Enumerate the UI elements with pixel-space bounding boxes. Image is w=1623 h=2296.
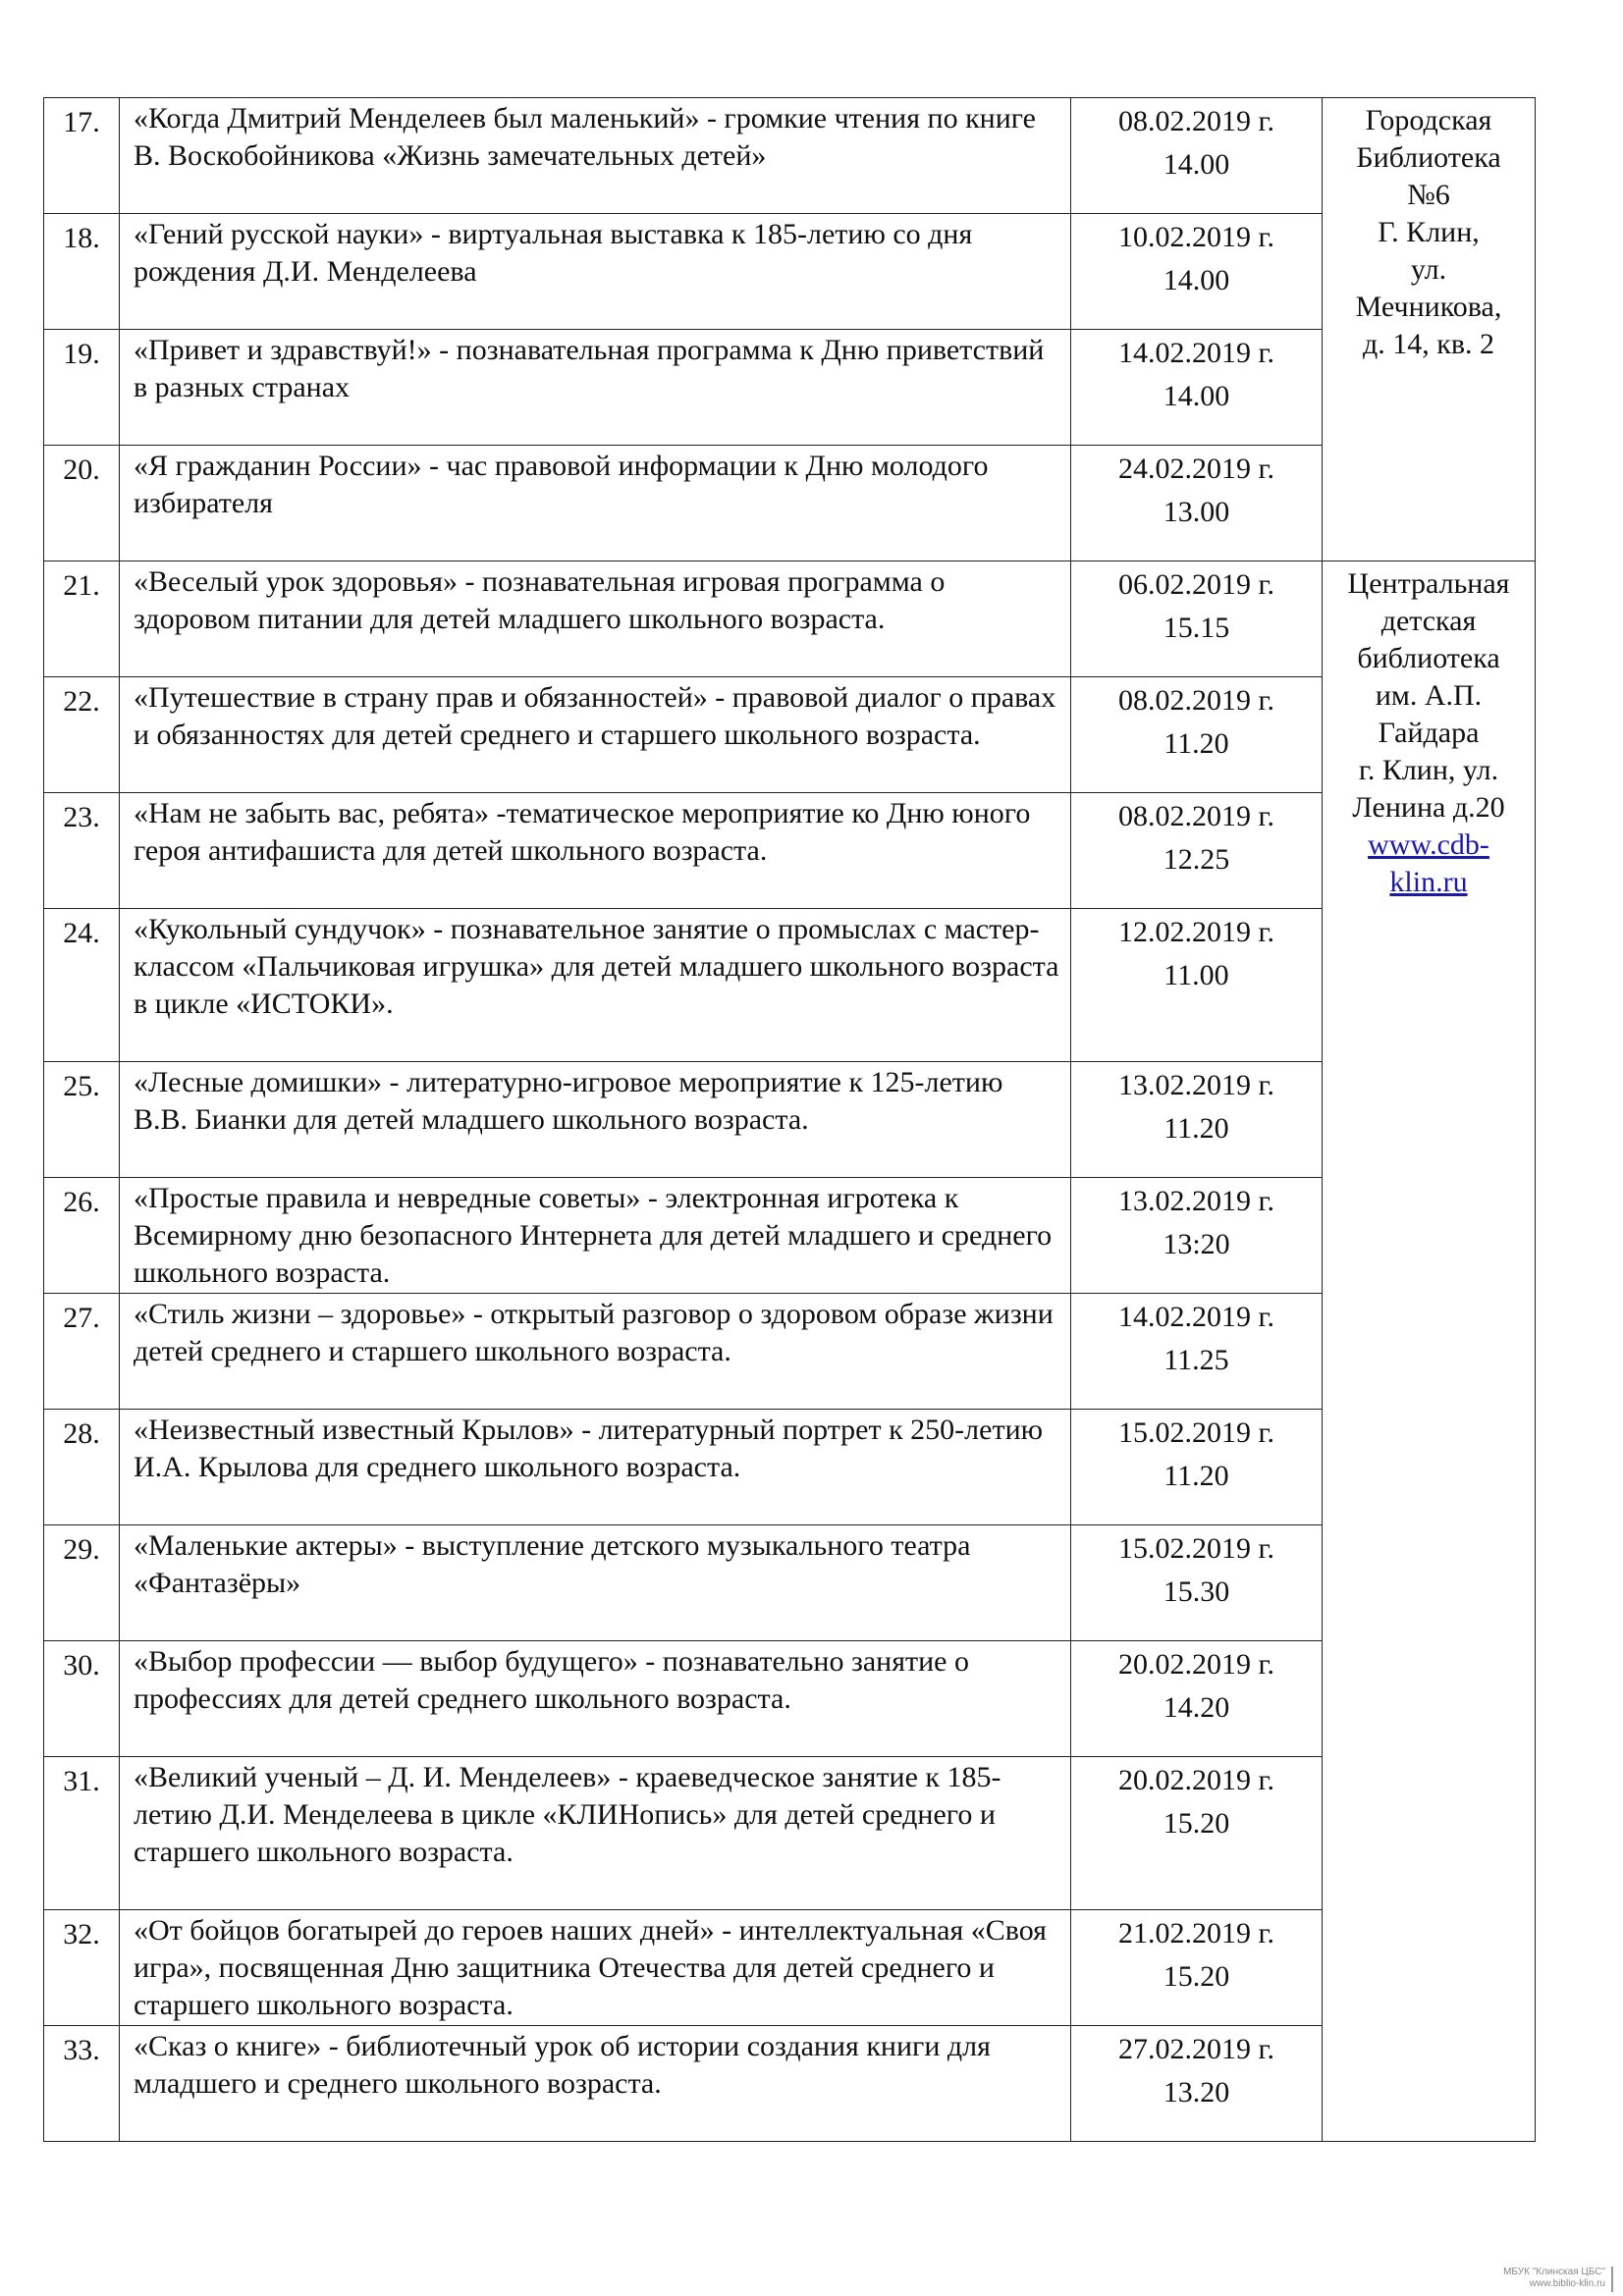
row-number: 29. [44, 1525, 120, 1641]
table-row [44, 330, 1536, 446]
footer-watermark [1503, 2267, 1605, 2290]
table-row [44, 1062, 1536, 1178]
event-datetime: 08.02.2019 г. 12.25 [1071, 793, 1323, 909]
library-website-link[interactable]: www.cdb- klin.ru [1368, 828, 1489, 898]
event-datetime: 20.02.2019 г. 14.20 [1071, 1641, 1323, 1757]
row-number: 19. [44, 330, 120, 446]
event-datetime: 13.02.2019 г. 13:20 [1071, 1178, 1323, 1294]
row-number: 18. [44, 214, 120, 330]
events-table [43, 97, 1536, 2142]
event-datetime: 21.02.2019 г. 15.20 [1071, 1910, 1323, 2026]
row-number: 22. [44, 677, 120, 793]
row-number: 23. [44, 793, 120, 909]
table-row [44, 98, 1536, 214]
table-row [44, 677, 1536, 793]
event-datetime: 14.02.2019 г. 14.00 [1071, 330, 1323, 446]
event-datetime: 06.02.2019 г. 15.15 [1071, 561, 1323, 677]
event-description: «Гений русской науки» - виртуальная выставка к 185-летию со дня рождения Д.И. Менделеева [120, 214, 1071, 330]
table-row [44, 561, 1536, 677]
event-description: «Путешествие в страну прав и обязанностей» - правовой диалог о правах и обязанностях для детей среднего и старшего школьного возраста. [120, 677, 1071, 793]
table-row [44, 793, 1536, 909]
row-number: 25. [44, 1062, 120, 1178]
event-description: «Стиль жизни – здоровье» - открытый разговор о здоровом образе жизни детей среднего и старшего школьного возраста. [120, 1294, 1071, 1410]
row-number: 26. [44, 1178, 120, 1294]
event-description: «Привет и здравствуй!» - познавательная программа к Дню приветствий в разных странах [120, 330, 1071, 446]
row-number: 33. [44, 2026, 120, 2142]
event-datetime: 14.02.2019 г. 11.25 [1071, 1294, 1323, 1410]
event-description: «Лесные домишки» - литературно-игровое мероприятие к 125-летию В.В. Бианки для детей младшего школьного возраста. [120, 1062, 1071, 1178]
event-datetime: 08.02.2019 г. 11.20 [1071, 677, 1323, 793]
event-datetime: 20.02.2019 г. 15.20 [1071, 1757, 1323, 1910]
table-row [44, 1757, 1536, 1910]
table-row [44, 446, 1536, 561]
row-number: 20. [44, 446, 120, 561]
event-description: «Маленькие актеры» - выступление детского музыкального театра «Фантазёры» [120, 1525, 1071, 1641]
row-number: 32. [44, 1910, 120, 2026]
row-number: 27. [44, 1294, 120, 1410]
event-description: «Сказ о книге» - библиотечный урок об истории создания книги для младшего и среднего школьного возраста. [120, 2026, 1071, 2142]
row-number: 24. [44, 909, 120, 1062]
event-description: «Выбор профессии — выбор будущего» - познавательно занятие о профессиях для детей среднего школьного возраста. [120, 1641, 1071, 1757]
event-datetime: 15.02.2019 г. 11.20 [1071, 1410, 1323, 1525]
location-cell: Городская Библиотека №6 Г. Клин, ул. Мечникова, д. 14, кв. 2 [1323, 98, 1536, 561]
table-row [44, 1294, 1536, 1410]
event-description: «Веселый урок здоровья» - познавательная игровая программа о здоровом питании для детей младшего школьного возраста. [120, 561, 1071, 677]
event-description: «Нам не забыть вас, ребята» -тематическое мероприятие ко Дню юного героя антифашиста для детей школьного возраста. [120, 793, 1071, 909]
row-number: 17. [44, 98, 120, 214]
table-row [44, 1410, 1536, 1525]
table-row [44, 1178, 1536, 1294]
event-description: «Великий ученый – Д. И. Менделеев» - краеведческое занятие к 185-летию Д.И. Менделеева в цикле «КЛИНопись» для детей среднего и старшего школьного возраста. [120, 1757, 1071, 1910]
event-description: «От бойцов богатырей до героев наших дней» - интеллектуальная «Своя игра», посвященная Дню защитника Отечества для детей среднего и старшего школьного возраста. [120, 1910, 1071, 2026]
table-row [44, 1910, 1536, 2026]
event-datetime: 27.02.2019 г. 13.20 [1071, 2026, 1323, 2142]
row-number: 21. [44, 561, 120, 677]
row-number: 30. [44, 1641, 120, 1757]
footer-bar [1611, 2267, 1613, 2292]
row-number: 31. [44, 1757, 120, 1910]
event-datetime: 24.02.2019 г. 13.00 [1071, 446, 1323, 561]
event-datetime: 13.02.2019 г. 11.20 [1071, 1062, 1323, 1178]
event-datetime: 08.02.2019 г. 14.00 [1071, 98, 1323, 214]
event-description: «Простые правила и невредные советы» - электронная игротека к Всемирному дню безопасного Интернета для детей младшего и среднего школьного возраста. [120, 1178, 1071, 1294]
row-number: 28. [44, 1410, 120, 1525]
table-row [44, 214, 1536, 330]
event-datetime: 12.02.2019 г. 11.00 [1071, 909, 1323, 1062]
table-row [44, 909, 1536, 1062]
table-row [44, 1525, 1536, 1641]
event-description: «Когда Дмитрий Менделеев был маленький» - громкие чтения по книге В. Воскобойникова «Жизнь замечательных детей» [120, 98, 1071, 214]
event-description: «Неизвестный известный Крылов» - литературный портрет к 250-летию И.А. Крылова для среднего школьного возраста. [120, 1410, 1071, 1525]
table-row [44, 2026, 1536, 2142]
event-description: «Я гражданин России» - час правовой информации к Дню молодого избирателя [120, 446, 1071, 561]
event-description: «Кукольный сундучок» - познавательное занятие о промыслах с мастер- классом «Пальчиковая игрушка» для детей младшего школьного возраста в цикле «ИСТОКИ». [120, 909, 1071, 1062]
event-datetime: 15.02.2019 г. 15.30 [1071, 1525, 1323, 1641]
event-datetime: 10.02.2019 г. 14.00 [1071, 214, 1323, 330]
location-cell: Центральная детская библиотека им. А.П. Гайдара г. Клин, ул. Ленина д.20 www.cdb- klin.ru [1323, 561, 1536, 2142]
table-row [44, 1641, 1536, 1757]
footer-site: www.biblio-klin.ru [1529, 2278, 1605, 2289]
footer-org: МБУК "Клинская ЦБС" [1503, 2267, 1605, 2277]
